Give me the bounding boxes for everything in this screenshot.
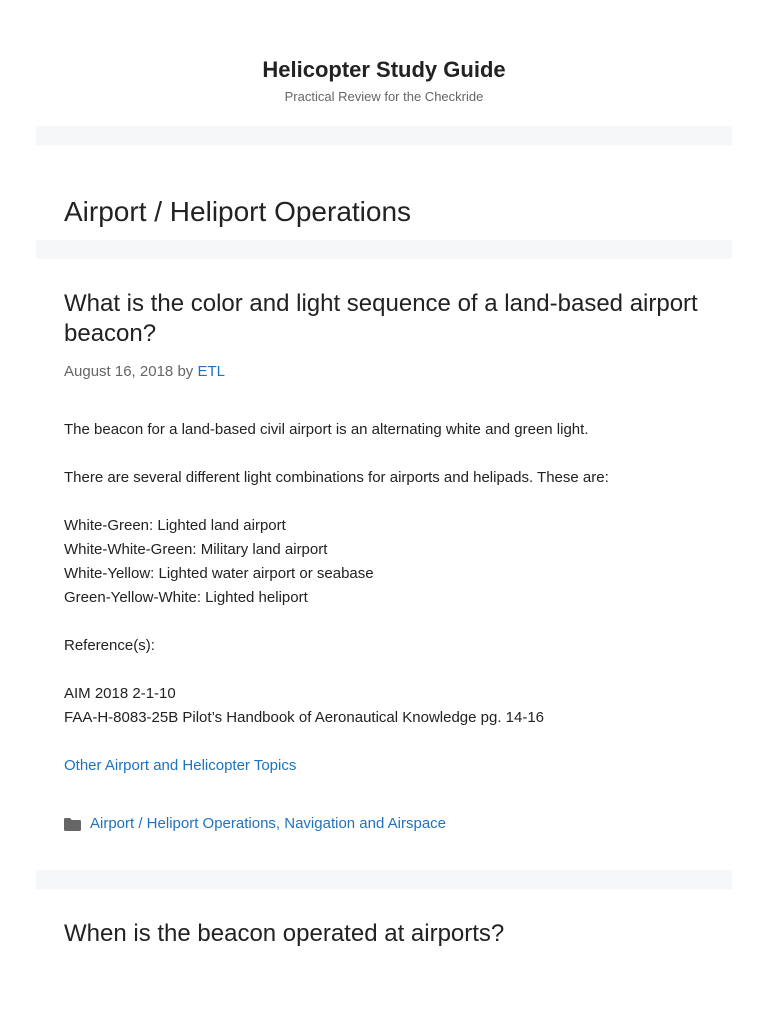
other-topics-paragraph xyxy=(64,754,704,778)
post-title-text[interactable]: What is the color and light sequence of a land-based airport beacon? xyxy=(64,290,698,347)
site-description: Practical Review for the Checkride xyxy=(284,89,484,104)
list-line: White-White-Green: Military land airport xyxy=(64,541,328,558)
list-line: White-Green: Lighted land airport xyxy=(64,517,286,534)
post-author-link[interactable]: ETL xyxy=(197,363,225,380)
site-title[interactable]: Helicopter Study Guide xyxy=(262,57,506,82)
reference-line: FAA-H-8083-25B Pilot’s Handbook of Aeronautical Knowledge pg. 14-16 xyxy=(64,709,545,726)
light-combinations-list xyxy=(64,514,704,610)
post-title[interactable] xyxy=(64,889,704,949)
post-categories xyxy=(64,814,704,870)
list-line: Green-Yellow-White: Lighted heliport xyxy=(64,589,308,606)
separator xyxy=(36,870,732,889)
site-header xyxy=(0,0,768,126)
references-label: Reference(s): xyxy=(64,637,155,654)
post-meta xyxy=(64,362,704,382)
archive-title: Airport / Heliport Operations xyxy=(64,196,412,227)
other-topics-link[interactable]: Other Airport and Helicopter Topics xyxy=(64,757,297,774)
post-article xyxy=(36,259,732,870)
separator xyxy=(36,240,732,259)
list-line: White-Yellow: Lighted water airport or seabase xyxy=(64,565,374,582)
post-title[interactable] xyxy=(64,259,704,349)
reference-line: AIM 2018 2-1-10 xyxy=(64,685,176,702)
archive-header xyxy=(36,145,732,240)
post-title-text[interactable]: When is the beacon operated at airports? xyxy=(64,920,505,947)
post-article xyxy=(36,889,732,949)
folder-icon xyxy=(64,818,81,831)
paragraph: There are several different light combinations for airports and helipads. These are: xyxy=(64,469,609,486)
post-date[interactable]: August 16, 2018 xyxy=(64,363,174,380)
category-links[interactable]: Airport / Heliport Operations, Navigation and Airspace xyxy=(90,815,447,832)
paragraph: The beacon for a land-based civil airport is an alternating white and green light. xyxy=(64,421,589,438)
references-list xyxy=(64,682,704,730)
post-content xyxy=(64,418,704,778)
post-by-label: by xyxy=(177,363,194,380)
separator xyxy=(36,126,732,145)
